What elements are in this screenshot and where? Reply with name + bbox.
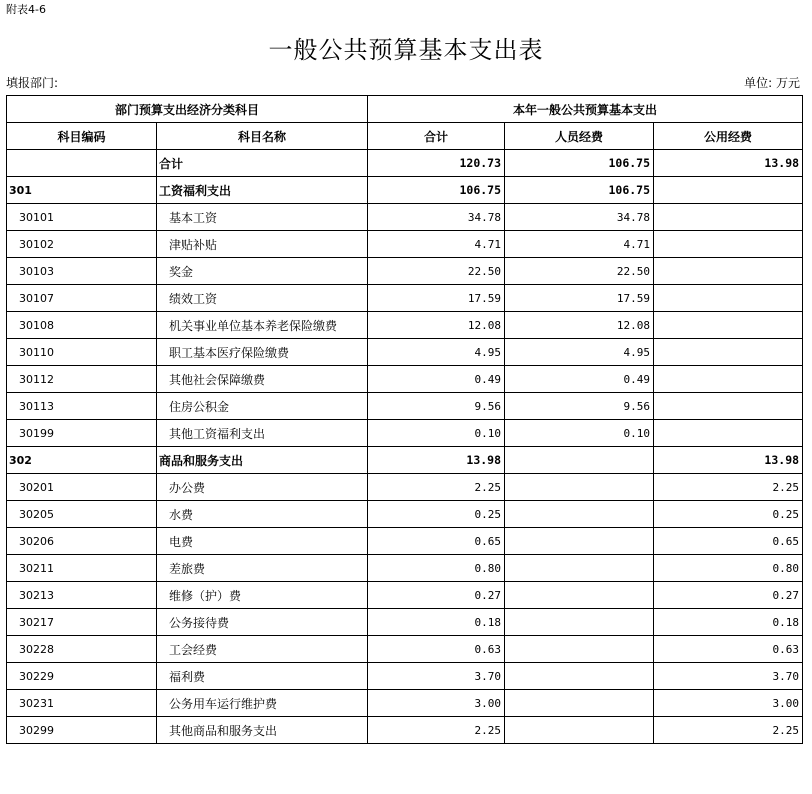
table-row (7, 285, 803, 312)
row-public (654, 204, 803, 231)
row-name: 其他商品和服务支出 (157, 717, 368, 744)
row-public: 13.98 (654, 447, 803, 474)
department-label: 填报部门: (6, 76, 59, 90)
row-name: 住房公积金 (157, 393, 368, 420)
table-row (7, 474, 803, 501)
row-name: 基本工资 (157, 204, 368, 231)
row-code: 30201 (7, 474, 157, 501)
page-title: 一般公共预算基本支出表 (268, 36, 544, 64)
row-personnel (505, 582, 654, 609)
row-code: 30110 (7, 339, 157, 366)
row-personnel: 4.95 (505, 339, 654, 366)
row-code: 30112 (7, 366, 157, 393)
row-name: 商品和服务支出 (157, 447, 368, 474)
row-personnel (505, 663, 654, 690)
header-name: 科目名称 (157, 123, 368, 150)
row-personnel: 4.71 (505, 231, 654, 258)
header-code: 科目编码 (7, 123, 157, 150)
header-group-row (7, 96, 803, 123)
row-total: 9.56 (368, 393, 505, 420)
row-total: 3.70 (368, 663, 505, 690)
table-row (7, 690, 803, 717)
row-personnel (505, 501, 654, 528)
row-name: 职工基本医疗保险缴费 (157, 339, 368, 366)
attachment-label: 附表4-6 (6, 3, 46, 16)
row-code: 30211 (7, 555, 157, 582)
row-total: 4.95 (368, 339, 505, 366)
row-personnel (505, 528, 654, 555)
row-public (654, 258, 803, 285)
row-public: 0.65 (654, 528, 803, 555)
table-row (7, 447, 803, 474)
row-code: 30206 (7, 528, 157, 555)
header-public: 公用经费 (654, 123, 803, 150)
row-code: 30108 (7, 312, 157, 339)
row-public (654, 177, 803, 204)
row-public: 3.00 (654, 690, 803, 717)
row-name: 水费 (157, 501, 368, 528)
row-public: 0.63 (654, 636, 803, 663)
row-public (654, 285, 803, 312)
table-row (7, 501, 803, 528)
row-name: 绩效工资 (157, 285, 368, 312)
row-name: 维修（护）费 (157, 582, 368, 609)
row-code: 30217 (7, 609, 157, 636)
row-total: 2.25 (368, 474, 505, 501)
table-row (7, 420, 803, 447)
table-row (7, 204, 803, 231)
row-code: 30229 (7, 663, 157, 690)
table-row (7, 231, 803, 258)
row-public (654, 231, 803, 258)
row-code: 30231 (7, 690, 157, 717)
table-row (7, 366, 803, 393)
row-name: 其他社会保障缴费 (157, 366, 368, 393)
row-personnel (505, 717, 654, 744)
table-row (7, 636, 803, 663)
row-total: 0.49 (368, 366, 505, 393)
row-code: 30299 (7, 717, 157, 744)
row-personnel: 9.56 (505, 393, 654, 420)
row-personnel: 12.08 (505, 312, 654, 339)
row-code: 301 (7, 177, 157, 204)
row-personnel (505, 474, 654, 501)
table-row (7, 582, 803, 609)
header-personnel: 人员经费 (505, 123, 654, 150)
row-name: 公务用车运行维护费 (157, 690, 368, 717)
budget-table (6, 95, 803, 744)
row-name: 福利费 (157, 663, 368, 690)
row-public: 0.80 (654, 555, 803, 582)
row-total: 0.63 (368, 636, 505, 663)
row-public (654, 339, 803, 366)
header-basic-expenditure: 本年一般公共预算基本支出 (368, 96, 803, 123)
table-row (7, 339, 803, 366)
row-personnel (505, 636, 654, 663)
row-code: 30107 (7, 285, 157, 312)
table-row (7, 663, 803, 690)
row-name: 办公费 (157, 474, 368, 501)
row-code: 30213 (7, 582, 157, 609)
row-total: 106.75 (368, 177, 505, 204)
row-personnel: 22.50 (505, 258, 654, 285)
row-total: 0.65 (368, 528, 505, 555)
row-public (654, 393, 803, 420)
row-personnel (505, 609, 654, 636)
row-name: 其他工资福利支出 (157, 420, 368, 447)
table-row (7, 177, 803, 204)
table-row (7, 717, 803, 744)
row-public (654, 312, 803, 339)
row-total: 22.50 (368, 258, 505, 285)
row-total: 17.59 (368, 285, 505, 312)
row-total: 13.98 (368, 447, 505, 474)
row-public: 2.25 (654, 717, 803, 744)
row-name: 机关事业单位基本养老保险缴费 (157, 312, 368, 339)
row-code: 302 (7, 447, 157, 474)
row-public: 13.98 (654, 150, 803, 177)
row-name: 工资福利支出 (157, 177, 368, 204)
row-public: 0.18 (654, 609, 803, 636)
row-name: 津贴补贴 (157, 231, 368, 258)
row-total: 34.78 (368, 204, 505, 231)
row-total: 3.00 (368, 690, 505, 717)
row-name: 公务接待费 (157, 609, 368, 636)
row-personnel: 106.75 (505, 150, 654, 177)
table-row (7, 258, 803, 285)
row-personnel (505, 555, 654, 582)
row-name: 工会经费 (157, 636, 368, 663)
table-row (7, 528, 803, 555)
table-row (7, 393, 803, 420)
row-personnel (505, 447, 654, 474)
row-total: 4.71 (368, 231, 505, 258)
row-code: 30103 (7, 258, 157, 285)
row-public: 3.70 (654, 663, 803, 690)
row-public: 0.27 (654, 582, 803, 609)
row-name: 合计 (157, 150, 368, 177)
unit-label: 单位: 万元 (744, 76, 800, 90)
row-public: 0.25 (654, 501, 803, 528)
row-total: 0.18 (368, 609, 505, 636)
row-code: 30205 (7, 501, 157, 528)
table-row (7, 555, 803, 582)
header-economic-classification: 部门预算支出经济分类科目 (7, 96, 368, 123)
row-public (654, 366, 803, 393)
header-total: 合计 (368, 123, 505, 150)
row-name: 差旅费 (157, 555, 368, 582)
row-total: 0.27 (368, 582, 505, 609)
row-code: 30113 (7, 393, 157, 420)
row-name: 电费 (157, 528, 368, 555)
row-total: 12.08 (368, 312, 505, 339)
row-personnel: 106.75 (505, 177, 654, 204)
row-code: 30102 (7, 231, 157, 258)
table-row (7, 609, 803, 636)
row-personnel: 17.59 (505, 285, 654, 312)
row-public: 2.25 (654, 474, 803, 501)
row-public (654, 420, 803, 447)
row-personnel: 0.10 (505, 420, 654, 447)
row-name: 奖金 (157, 258, 368, 285)
row-code: 30101 (7, 204, 157, 231)
row-total: 0.10 (368, 420, 505, 447)
row-personnel (505, 690, 654, 717)
row-total: 2.25 (368, 717, 505, 744)
table-row (7, 150, 803, 177)
row-code (7, 150, 157, 177)
row-personnel: 0.49 (505, 366, 654, 393)
row-total: 0.25 (368, 501, 505, 528)
row-code: 30199 (7, 420, 157, 447)
row-total: 0.80 (368, 555, 505, 582)
row-personnel: 34.78 (505, 204, 654, 231)
table-row (7, 312, 803, 339)
row-total: 120.73 (368, 150, 505, 177)
header-column-row (7, 123, 803, 150)
row-code: 30228 (7, 636, 157, 663)
